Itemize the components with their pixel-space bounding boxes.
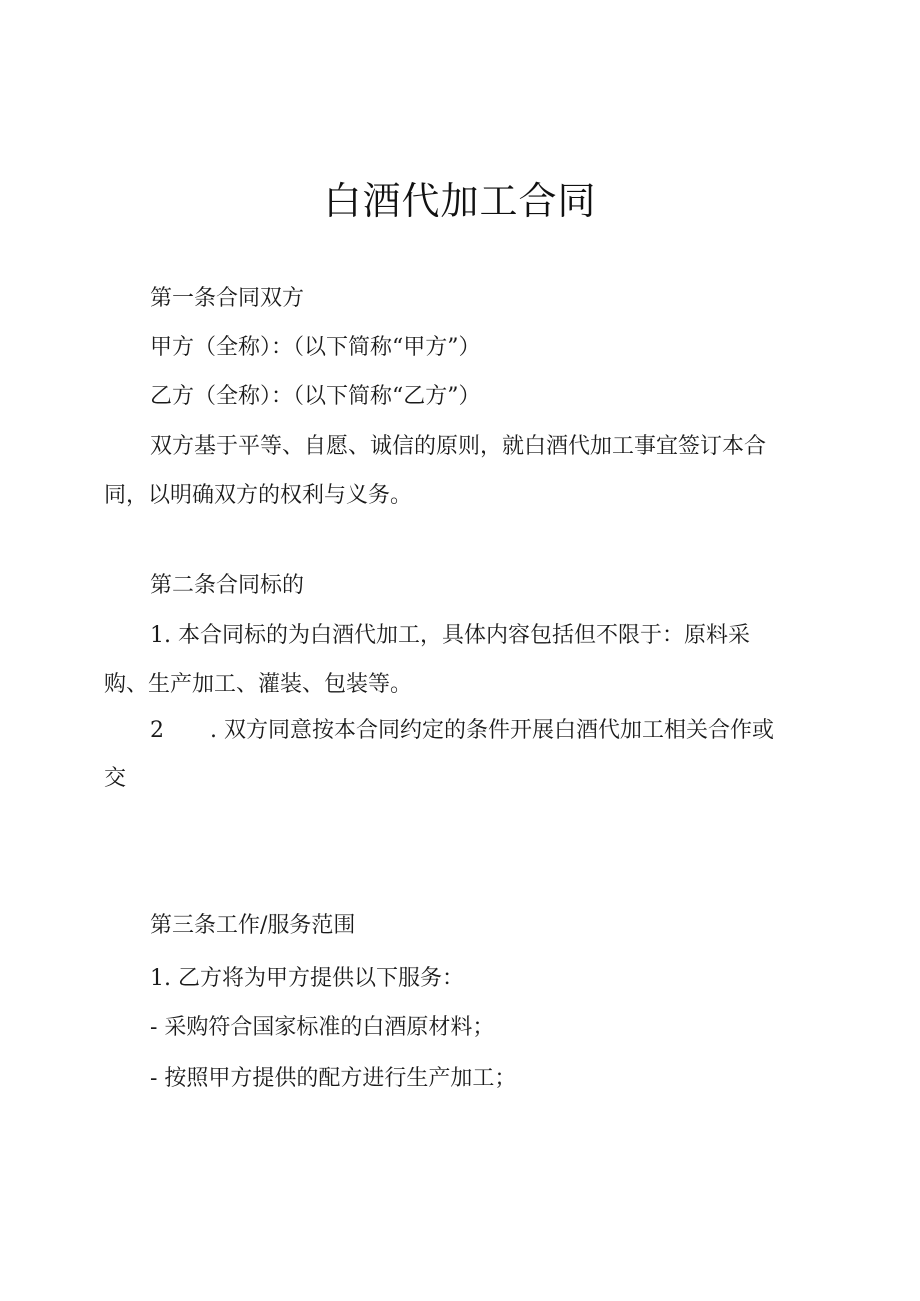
article3-item1-number: 1 xyxy=(150,966,164,991)
article1-heading: 第一条合同双方 xyxy=(150,286,305,311)
article2-item2-number: 2 xyxy=(150,718,164,743)
article2-item1-text: . 本合同标的为白酒代加工，具体内容包括但不限于：原料采 xyxy=(164,623,750,648)
article3-item1 xyxy=(150,964,870,994)
article2-heading: 第二条合同标的 xyxy=(150,573,305,598)
party-a-line: 甲方（全称）：（以下简称“甲方”） xyxy=(150,335,481,360)
article2-item2-text: . 双方同意按本合同约定的条件开展白酒代加工相关合作或 xyxy=(210,718,774,743)
article3-bullet2: - 按照甲方提供的配方进行生产加工； xyxy=(150,1066,517,1091)
article2-item1-line2: 购、生产加工、灌装、包装等。 xyxy=(104,672,413,697)
article2-item2-line1 xyxy=(150,716,870,746)
article3-heading: 第三条工作/服务范围 xyxy=(150,913,356,938)
party-b-line: 乙方（全称）：（以下简称“乙方”） xyxy=(150,384,481,409)
article3-bullet1: - 采购符合国家标准的白酒原材料； xyxy=(150,1015,495,1040)
article1-paragraph-line1: 双方基于平等、自愿、诚信的原则，就白酒代加工事宜签订本合 xyxy=(150,434,767,459)
article2-item1-line1 xyxy=(150,621,870,651)
article3-item1-text: . 乙方将为甲方提供以下服务： xyxy=(164,966,464,991)
article1-paragraph-line2: 同，以明确双方的权利与义务。 xyxy=(104,483,413,508)
document-title: 白酒代加工合同 xyxy=(323,179,597,223)
article2-item2-line2: 交 xyxy=(104,766,127,791)
article2-item1-number: 1 xyxy=(150,623,164,648)
